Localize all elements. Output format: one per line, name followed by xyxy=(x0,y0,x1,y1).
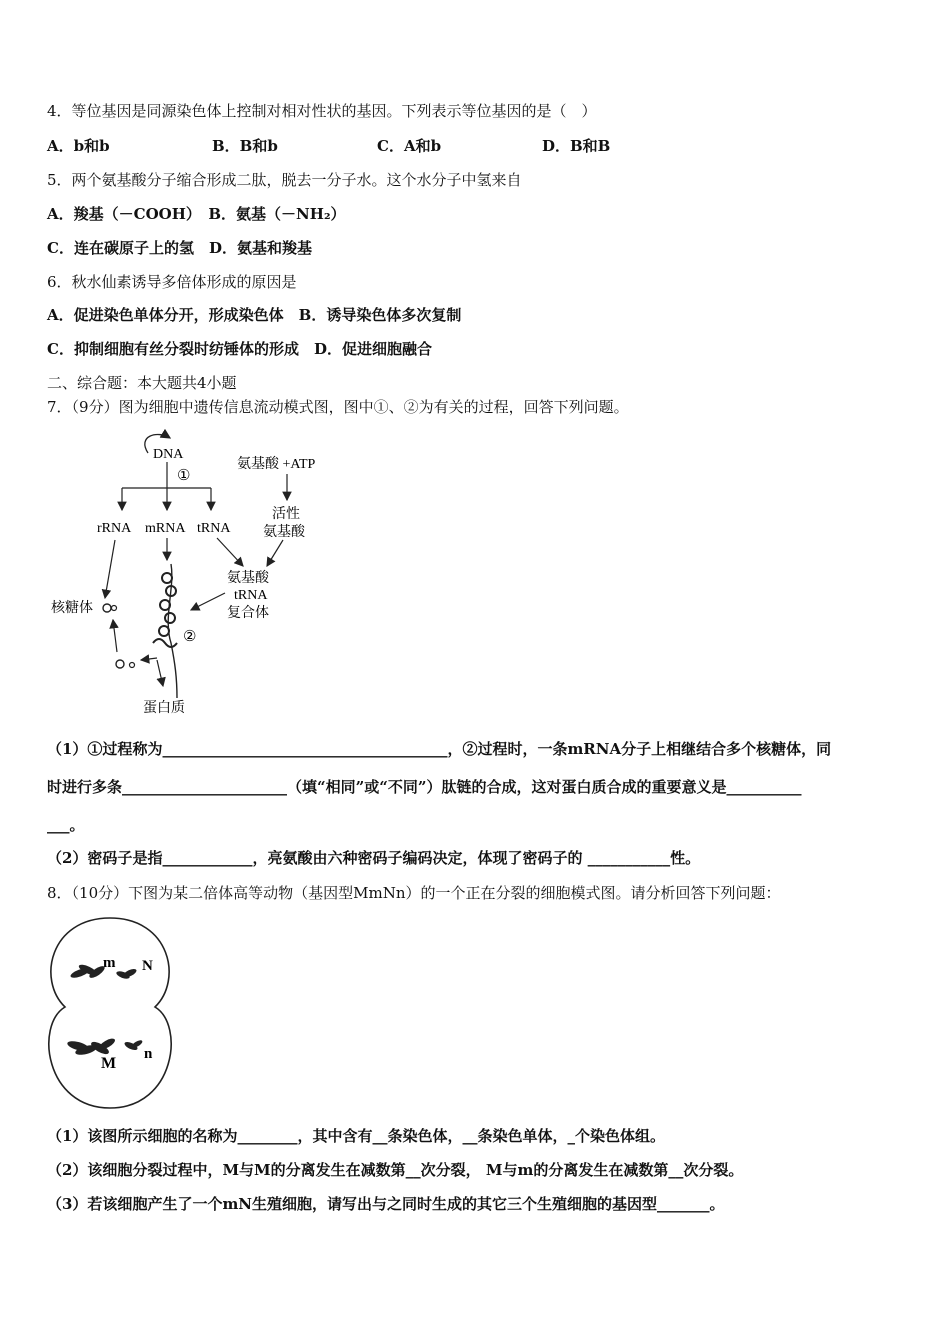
q5-options-cd: C．连在碳原子上的氢 D．氨基和羧基 xyxy=(47,239,312,257)
ribosome-label: 核糖体 xyxy=(51,601,93,616)
q8-sub2: （2）该细胞分裂过程中，M与M的分离发生在减数第__次分裂， M与m的分离发生在减数第__次分裂。 xyxy=(47,1161,744,1179)
q5-options-ab: A．羧基（－COOH） B．氨基（－NH₂） xyxy=(47,205,346,223)
complex-label-2: tRNA xyxy=(234,588,268,603)
gene-n-label: n xyxy=(144,1046,153,1062)
cell-membrane xyxy=(49,918,171,1108)
active-to-complex xyxy=(267,540,283,566)
dna-label: DNA xyxy=(153,447,184,462)
free-subunit-small xyxy=(130,663,135,668)
complex-label-3: 复合体 xyxy=(227,606,269,621)
q4-option-a: A．b和b xyxy=(47,137,110,155)
q6-options-cd: C．抑制细胞有丝分裂时纺锤体的形成 D．促进细胞融合 xyxy=(47,340,432,358)
gene-N-label: N xyxy=(142,958,153,974)
q4-option-c: C．A和b xyxy=(377,137,442,155)
q4-options xyxy=(47,136,610,156)
chromosomes-bottom xyxy=(66,1036,143,1056)
q7-sub1-line2: 时进行多条______________________（填“相同”或“不同”）肽链的合成，这对蛋白质合成的重要意义是__________ xyxy=(47,778,802,796)
trna-label: tRNA xyxy=(197,521,231,536)
recycle-arrow xyxy=(113,620,117,652)
active-label-2: 氨基酸 xyxy=(263,525,305,540)
trna-to-complex xyxy=(217,538,243,566)
q4-option-d: D．B和B xyxy=(542,137,611,155)
active-label-1: 活性 xyxy=(272,507,300,522)
gene-expression-diagram xyxy=(45,428,345,723)
rrna-label: rRNA xyxy=(97,521,132,536)
free-subunit-large xyxy=(116,660,124,668)
q7-sub1-line1: （1）①过程称为______________________________________，②过程时，一条mRNA分子上相继结合多个核糖体，同 xyxy=(47,740,832,758)
process-1-marker: ① xyxy=(177,468,191,484)
ribosome-icon xyxy=(103,604,111,612)
q7-stem: 7．（9分）图为细胞中遗传信息流动模式图，图中①、②为有关的过程，回答下列问题。 xyxy=(47,398,629,416)
complex-label-1: 氨基酸 xyxy=(227,571,269,586)
gene-M-label: M xyxy=(101,1055,117,1072)
q8-stem: 8．（10分）下图为某二倍体高等动物（基因型MmNn）的一个正在分裂的细胞模式图。请分析回答下列问题： xyxy=(47,884,781,902)
gene-m-label: m xyxy=(103,955,116,971)
q6-stem: 6．秋水仙素诱导多倍体形成的原因是 xyxy=(47,273,297,291)
section-title: 二、综合题：本大题共4小题 xyxy=(47,374,237,392)
amino-atp-label: 氨基酸 +ATP xyxy=(237,457,316,472)
q4-option-b: B．B和b xyxy=(212,137,278,155)
mrna-label: mRNA xyxy=(145,521,186,536)
release-arrow xyxy=(141,658,157,660)
q5-stem: 5．两个氨基酸分子缩合形成二肽，脱去一分子水。这个水分子中氢来自 xyxy=(47,171,522,189)
rrna-to-ribosome xyxy=(105,540,115,598)
protein-label: 蛋白质 xyxy=(143,701,185,716)
protein-arrow xyxy=(157,660,163,686)
q8-sub1: （1）该图所示细胞的名称为________，其中含有__条染色体，__条染色单体，_个染色体组。 xyxy=(47,1127,665,1145)
q7-sub1-line3: ___。 xyxy=(47,816,85,834)
q7-sub2: （2）密码子是指____________，亮氨酸由六种密码子编码决定，体现了密码子的 ___________性。 xyxy=(47,849,701,867)
polysome xyxy=(153,573,177,647)
ribosome-icon-small xyxy=(112,606,117,611)
cell-division-diagram xyxy=(45,910,180,1115)
process-2-marker: ② xyxy=(183,629,197,645)
q6-options-ab: A．促进染色单体分开，形成染色体 B．诱导染色体多次复制 xyxy=(47,306,462,324)
q4-stem: 4．等位基因是同源染色体上控制对相对性状的基因。下列表示等位基因的是（ ） xyxy=(47,102,597,120)
q8-sub3: （3）若该细胞产生了一个mN生殖细胞，请写出与之同时生成的其它三个生殖细胞的基因型_______。 xyxy=(47,1195,725,1213)
complex-to-ribosomes xyxy=(191,593,225,610)
